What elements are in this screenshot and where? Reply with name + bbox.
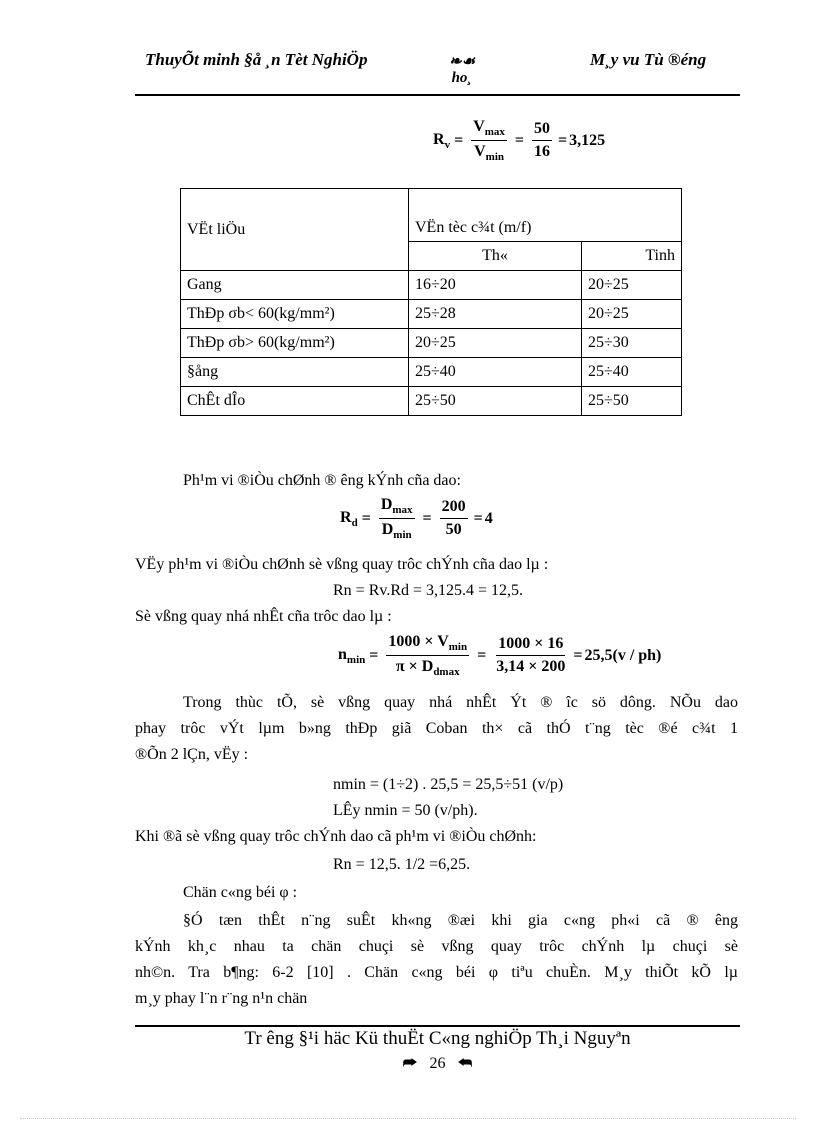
equation-nmin: $n_{min}$ = $\frac{1000 \times V_{min}}{\pi \times D_{dmax}}$ = $\frac{1000 \times 16}{3,14 \times 200}$ = 25,5(v / ph) (338, 633, 662, 678)
table-row (181, 358, 682, 387)
header-rule (135, 94, 740, 96)
paragraph-series-line4: m¸y phay l¨n r¨ng n¹n chän (135, 990, 308, 1007)
page-bottom-divider (20, 1118, 796, 1119)
table-cell: ThÐp σb> 60(kg/mm²) (181, 329, 409, 358)
table-cell: ThÐp σb< 60(kg/mm²) (181, 300, 409, 329)
header-left: ThuyÕt minh §å ¸n Tèt NghiÖp (145, 50, 368, 69)
table-cell: Gang (181, 271, 409, 300)
equation-rn: Rn = Rv.Rd = 3,125.4 = 12,5. (333, 582, 524, 599)
footer-rule (135, 1025, 740, 1027)
table-cell: 25÷50 (409, 387, 582, 416)
table-row (181, 329, 682, 358)
paragraph-practice-line1: Trong thùc tÕ, sè vßng quay nhá nhÊt Ýt ® îc sö dông. NÕu dao (183, 694, 738, 711)
equation-rn-half: Rn = 12,5. 1/2 =6,25. (333, 856, 471, 873)
table-cell: 20÷25 (582, 300, 682, 329)
paragraph-practice-line3: ®Õn 2 lÇn, vËy : (135, 746, 249, 763)
page-arrow-left-icon: ⮫ (402, 1055, 418, 1072)
equation-rd: $R_d$ = $\frac{D_{max}}{D_{min}}$ = $\frac{200}{50}$ = 4 (340, 496, 493, 541)
line-adjust-range: Khi ®ã sè vßng quay trôc chÝnh dao cã ph¹m vi ®iÒu chØnh: (135, 828, 537, 845)
paragraph-series-line1: §Ó tæn thÊt n¨ng suÊt kh«ng ®æi khi gia c«ng ph«i cã ® êng (183, 912, 738, 929)
table-cell: 20÷25 (409, 329, 582, 358)
line-spindle-range: VËy ph¹m vi ®iÒu chØnh sè vßng quay trôc chÝnh cña dao lµ : (135, 556, 549, 573)
table-cell: 25÷30 (582, 329, 682, 358)
table-cell: 16÷20 (409, 271, 582, 300)
paragraph-diameter-range: Ph¹m vi ®iÒu chØnh ® êng kÝnh cña dao: (183, 472, 461, 489)
cutting-speed-table (180, 188, 682, 416)
table-subheader-rough: Th« (409, 242, 582, 271)
page-number-value: 26 (429, 1055, 446, 1072)
header-middle (422, 54, 502, 86)
table-row (181, 271, 682, 300)
paragraph-practice-line2: phay trôc vÝt lµm b»ng thÐp giã Coban th× cã thÓ t¨ng tèc ®é c¾t 1 (135, 720, 738, 737)
header-right: M¸y vu Tù ®éng (590, 50, 707, 69)
table-header-material: VËt liÖu (181, 189, 409, 271)
page-arrow-right-icon: ⮪ (457, 1055, 473, 1072)
line-min-speed: Sè vßng quay nhá nhÊt cña trôc dao lµ : (135, 608, 392, 625)
footer-institution: Tr êng §¹i häc Kü thuËt C«ng nghiÖp Th¸i Nguyªn (244, 1028, 631, 1049)
table-subheader-finish: Tinh (582, 242, 682, 271)
table-row (181, 300, 682, 329)
page-number (135, 1055, 740, 1073)
equation-rv: $R_v$ = $\frac{V_{max}}{V_{min}}$ = $\frac{50}{16}$ = 3,125 (433, 118, 606, 163)
table-cell: ChÊt dÎo (181, 387, 409, 416)
header-ornament: ❧☙ (448, 54, 475, 70)
table-cell: 25÷40 (582, 358, 682, 387)
equation-nmin-choice: LÊy nmin = 50 (v/ph). (333, 802, 478, 819)
table-cell: 25÷40 (409, 358, 582, 387)
table-cell: 20÷25 (582, 271, 682, 300)
table-cell: 25÷28 (409, 300, 582, 329)
paragraph-series-line3: nh©n. Tra b¶ng: 6-2 [10] . Chän c«ng béi φ tiªu chuÈn. M¸y thiÕt kÕ lµ (135, 964, 738, 981)
table-row (181, 387, 682, 416)
header-middle-text: ho¸ (451, 70, 473, 86)
equation-nmin-range: nmin = (1÷2) . 25,5 = 25,5÷51 (v/p) (333, 776, 564, 793)
line-choose-ratio: Chän c«ng béi φ : (183, 884, 298, 901)
paragraph-series-line2: kÝnh kh¸c nhau ta chän chuçi sè vßng quay trôc chÝnh lµ chuçi sè (135, 938, 738, 955)
table-cell: 25÷50 (582, 387, 682, 416)
table-header-speed: VËn tèc c¾t (m/f) (409, 189, 682, 242)
table-cell: §ång (181, 358, 409, 387)
